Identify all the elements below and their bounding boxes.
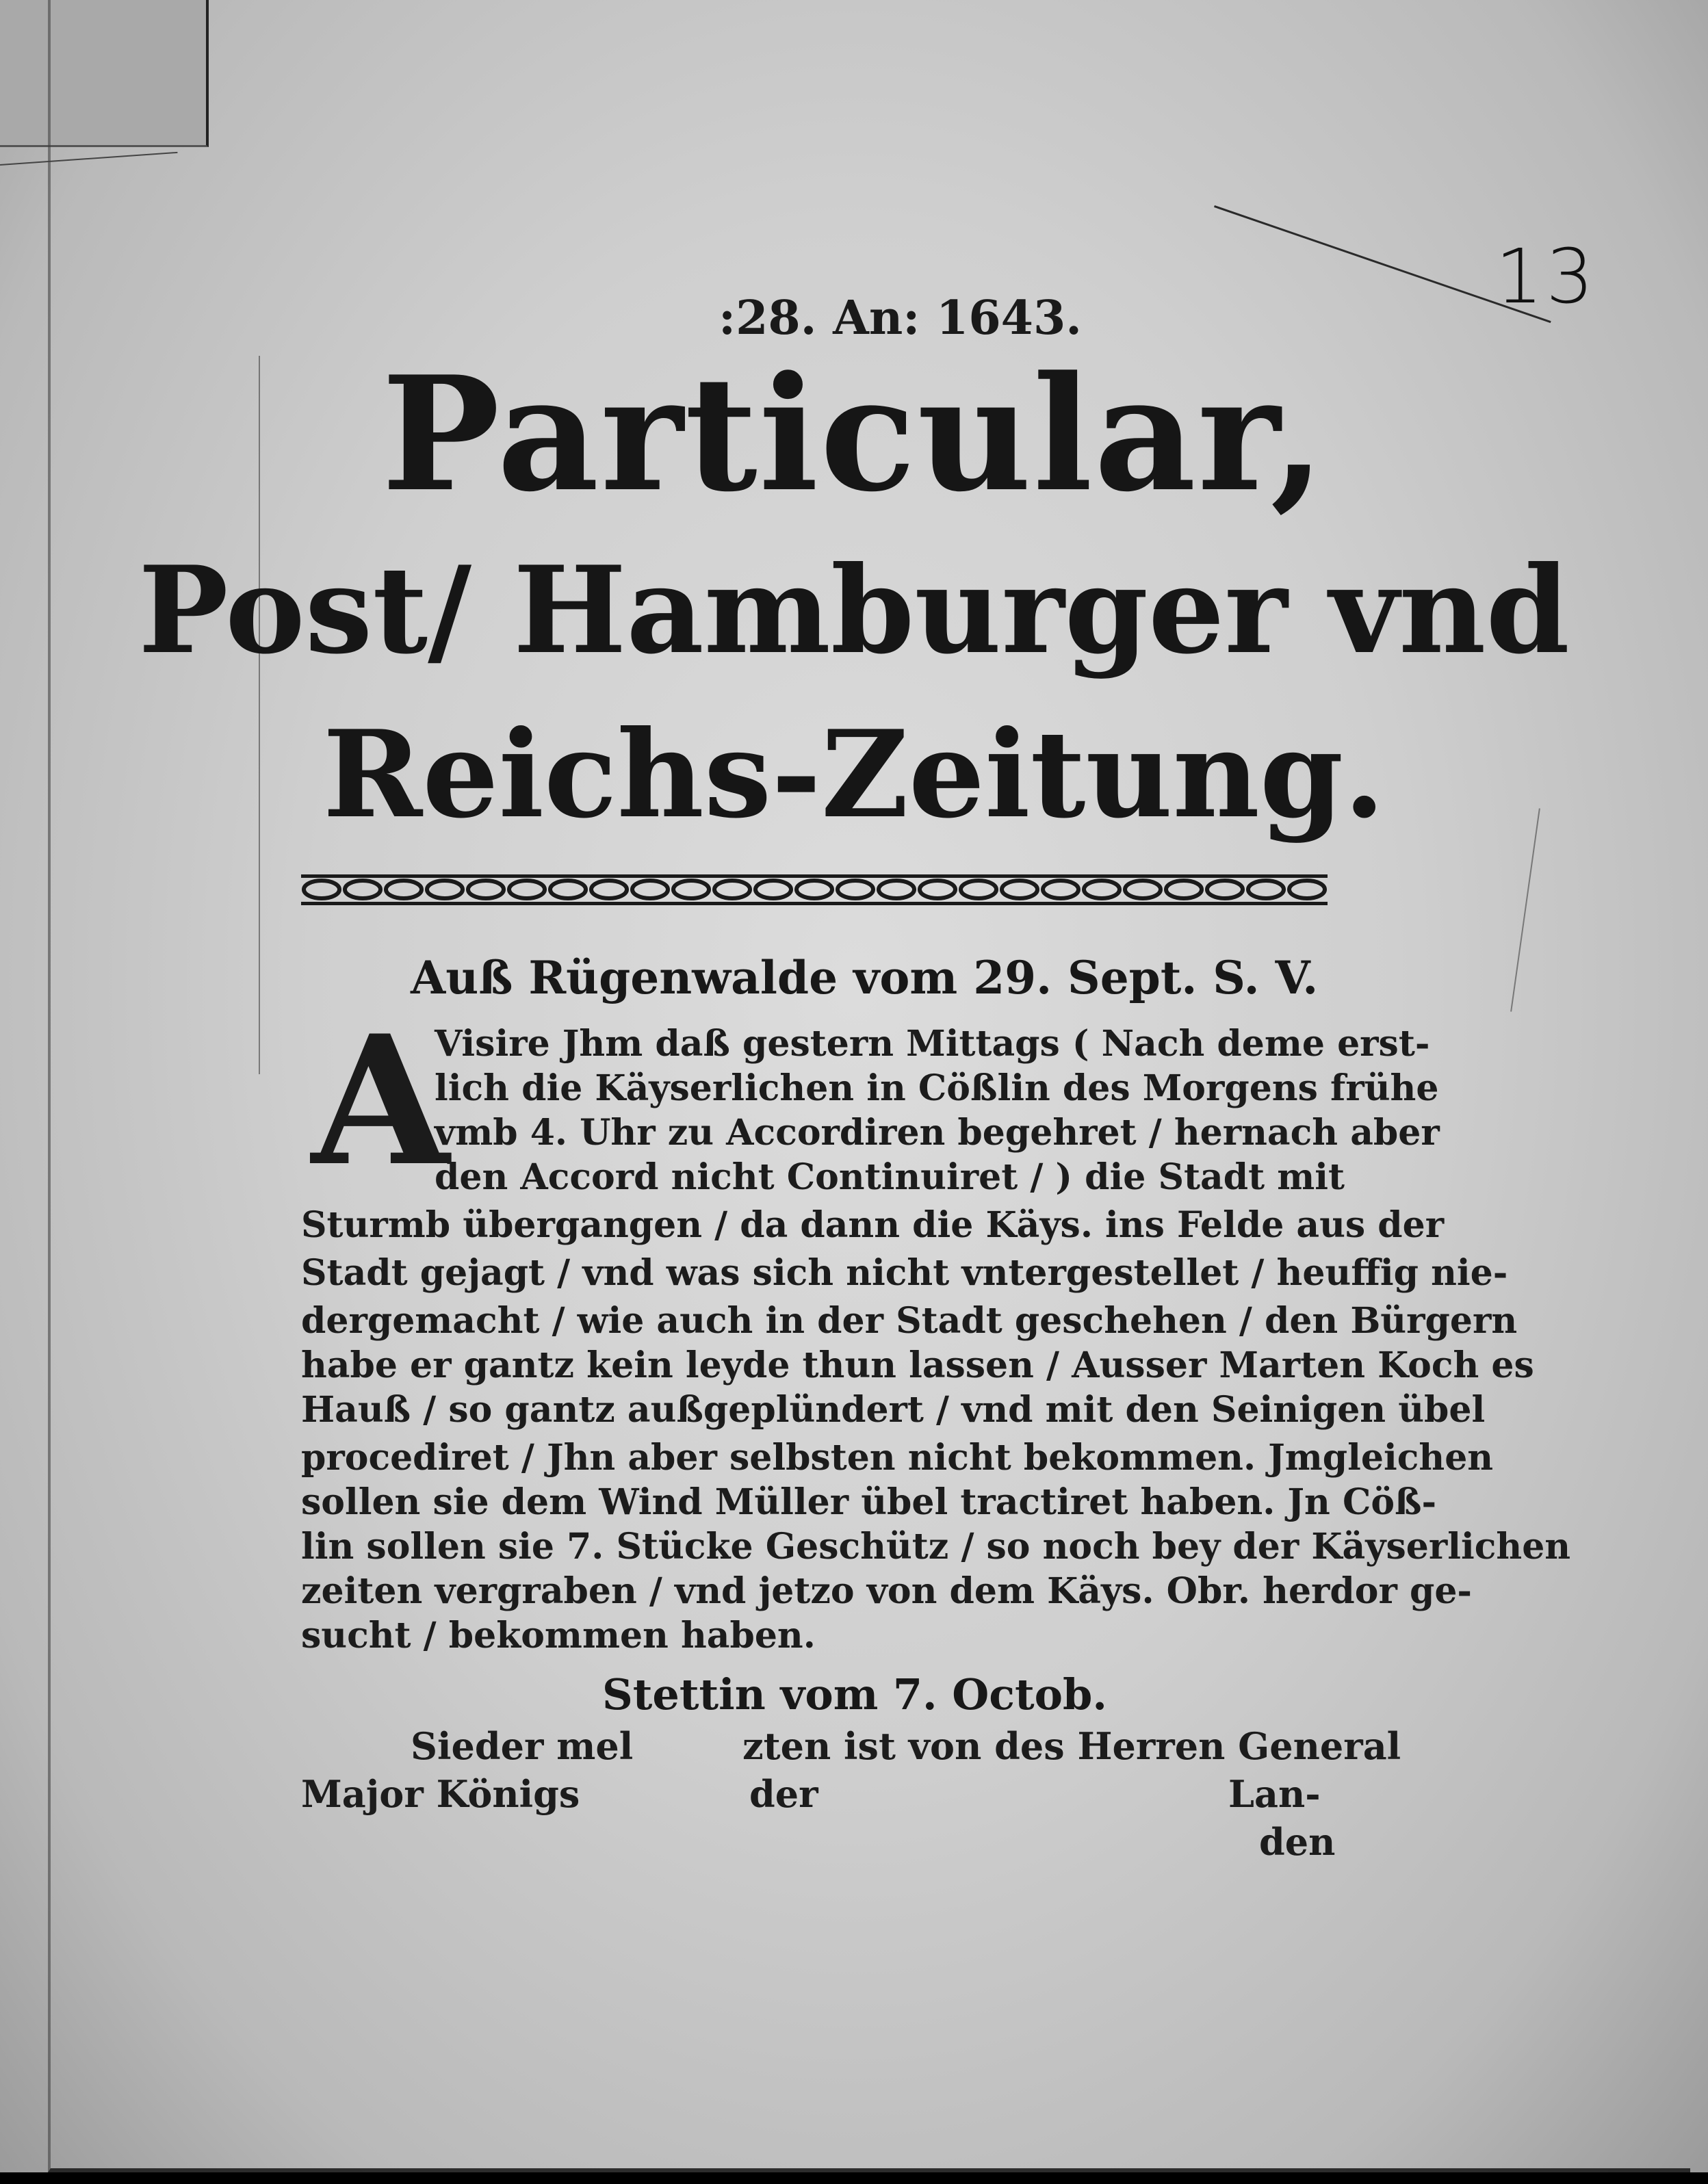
ornament-bead (509, 881, 545, 898)
folio-number: 13 (1495, 233, 1596, 320)
article-line: den Accord nicht Continuiret / ) die Stadt mit (435, 1156, 1345, 1198)
masthead-title-line-1: Particular, (381, 342, 1327, 527)
ornament-bead (427, 881, 463, 898)
section-heading-ruegenwalde: Auß Rügenwalde vom 29. Sept. S. V. (411, 951, 1319, 1004)
fragment-text: der (749, 1772, 818, 1816)
bottom-border (0, 2172, 1708, 2184)
article-line: habe er gantz kein leyde thun lassen / Ausser Marten Koch es (301, 1344, 1534, 1386)
masthead-title-line-3: Reichs-Zeitung. (322, 705, 1386, 845)
article-line: Visire Jhm daß gestern Mittags ( Nach deme erst- (435, 1023, 1430, 1065)
ornament-bead (468, 881, 504, 898)
ornament-bead (632, 881, 668, 898)
ornament-bead (1248, 881, 1284, 898)
ornament-bead (550, 881, 586, 898)
ornament-bead (1207, 881, 1243, 898)
ornament-bead (755, 881, 791, 898)
article-line: lich die Käyserlichen in Cößlin des Morgens frühe (435, 1067, 1439, 1109)
article-line: lin sollen sie 7. Stücke Geschütz / so noch bey der Käyserlichen (301, 1526, 1571, 1568)
masthead-title-line-2: Post/ Hamburger vnd (138, 541, 1570, 681)
article-line: Sturmb übergangen / da dann die Käys. ins Felde aus der (301, 1204, 1445, 1246)
article-line: Stadt gejagt / vnd was sich nicht vntergestellet / heuffig nie- (301, 1252, 1508, 1294)
ornament-bead (1084, 881, 1120, 898)
drop-cap: A (311, 997, 450, 1206)
ornament-bead (838, 881, 873, 898)
ornament-bead (1125, 881, 1161, 898)
ornament-bead (304, 881, 339, 898)
ornament-bead (591, 881, 627, 898)
article-line: zeiten vergraben / vnd jetzo von dem Käys. Obr. herdor ge- (301, 1570, 1472, 1612)
fragment-text: Lan- (1228, 1772, 1321, 1816)
ornament-bead (920, 881, 955, 898)
ornament-bead (1043, 881, 1078, 898)
ornament-bead (797, 881, 832, 898)
article-line: sollen sie dem Wind Müller übel tractiret haben. Jn Cöß- (301, 1481, 1437, 1523)
ornament-bead (1166, 881, 1202, 898)
article-line: sucht / bekommen haben. (301, 1615, 816, 1656)
section-heading-stettin: Stettin vom 7. Octob. (602, 1669, 1107, 1719)
article-line: procediret / Jhn aber selbsten nicht bekommen. Jmgleichen (301, 1437, 1494, 1479)
article-line: dergemacht / wie auch in der Stadt geschehen / den Bürgern (301, 1300, 1518, 1342)
ornamental-divider (301, 869, 1328, 910)
ornament-bead (673, 881, 709, 898)
ornament-bead (1002, 881, 1037, 898)
dateline: :28. An: 1643. (719, 291, 1082, 346)
ornament-bead (714, 881, 750, 898)
ornament-bead (879, 881, 914, 898)
ornament-bead (961, 881, 996, 898)
fragment-text: Sieder mel (411, 1724, 634, 1768)
fragment-text: zten ist von des Herren General (742, 1724, 1401, 1768)
ornament-bead (345, 881, 380, 898)
ornament-bead (1289, 881, 1325, 898)
article-line: vmb 4. Uhr zu Accordiren begehret / hernach aber (435, 1112, 1440, 1154)
fragment-text: Major Königs (301, 1772, 580, 1816)
article-line: Hauß / so gantz außgeplündert / vnd mit den Seinigen übel (301, 1389, 1486, 1431)
ornament-bead (386, 881, 422, 898)
fragment-text: den (1259, 1820, 1336, 1864)
